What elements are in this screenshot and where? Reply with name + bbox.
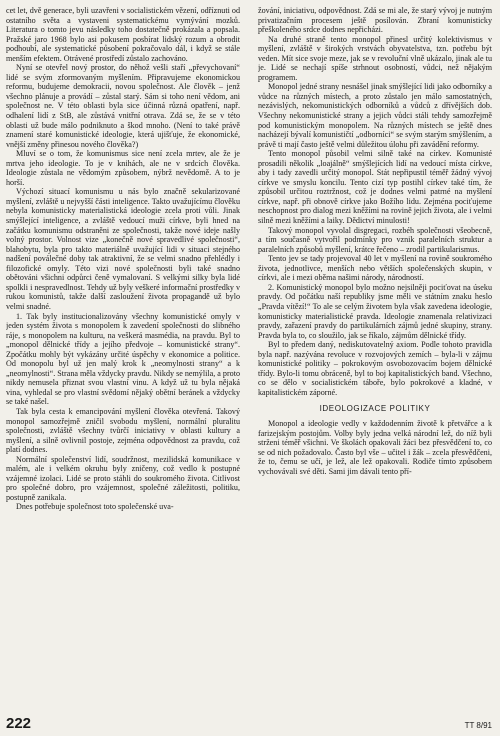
paragraph: Tento jev se tady projevoval 40 let v myšlení na rovině soukromého života, jednotlivce, menších nebo větších společenských skupin, v církvi, ale i mezi oběma našimi národy, národností. (258, 254, 492, 283)
paragraph: cet let, dvě generace, byli uzavřeni v socialistickém vězení, odříznuti od ostatního světa a vystaveni systematickému vymývání mozků. Literatura o tomto jevu následky toho dostatečně prokázala a popsala. Pražské jaro 1968 bylo asi pokusem posbírat lidský rozum a obrodit podhoubí, ale systematické působení pokračovalo dál, i když se stále menším efektem. Otrávené prostředí zůstalo zachováno. (6, 6, 240, 63)
paragraph: Normální společenství lidí, soudržnost, mezilidská komunikace v malém, ale i velkém okruhu byly zničeny, což vedlo k postupné vzájemné izolaci. Lidé se proto stáhli do soukromého života. Citlivost pro společné dobro, pro vzájemnost, společné záležitosti, politiku, postupně zanikala. (6, 454, 240, 502)
paragraph: Mluví se o tom, že komunismus sice není zcela mrtev, ale že je mrtva jeho ideologie. To je v knihách, ale ne v srdcích člověka. Ideologie zůstala ne vědomým způsobem, nýbrž nevědomě. A to je horší. (6, 149, 240, 187)
section-heading: IDEOLOGIZACE POLITIKY (319, 404, 431, 414)
page-number: 222 (6, 715, 32, 732)
paragraph: Monopol jedné strany nesnášel jinak smýšlející lidi jako odborníky a vůdce na různých místech, a proto zůstalo jen málo samostatných, nezávislých, nekomunistických odborníků a vůdců z dřívějších dob. Všechny nekomunistické strany a jejich vůdci stáli tehdy samozřejmě pod komunistickým monopolem. Na různých místech se ještě dnes nacházejí bývalí komunističtí „odborníci“ se svým starým smýšlením, a právě ti mají často ještě velmi důležitou úlohu při zavádění reformy. (258, 82, 492, 149)
paragraph: Výchozí situací komunismu u nás bylo značně sekularizované myšlení, zvláště u nejvyšší části inteligence. Takto uvažujícímu člověku nebyla komunisticky materialistická ideologie zcela proti vůli. Jinak smýšlející inteligence, a zvláště vedoucí muži církve, byli hned na začátku komunismu odstraněni ze společnosti, takže nové ideje našly volný prostor. Volnost vize „konečně nové spravedlivé společnosti“, blahobytu, byla pro takto materiálně uvažující lidi v situaci stejného nadšení poválečné doby tak atraktivní, že se velmi snadno přehlédly i filozofické omyly. Této vizi nové společnosti byli také snadno obětováni všichni odpůrci čeně vymalovaní. S velkými silky byla lidé spolkli i nespravedlnost. Tehdy už byly veškeré informační prostředky v rukou komunistů, takže další zasloužení života propagandě už bylo velmi snadné. (6, 187, 240, 311)
paragraph: 2. Komunistický monopol bylo možno nejsilněji pociťovat na úseku pravdy. Od počátku naší republiky jsme měli ve státním znaku heslo „Pravda vítězí!“ To ale se celým životem byla však zavedena ideologie, komunisticky materialistické pravda. Ideologie znamenala relativizaci pravdy, zařazení pravdy do partikulárních zájmů jedné skupiny, strany. Pravda byla to, co sloužilo, jak se říkalo, zájmům dělnické třídy. (258, 282, 492, 340)
paragraph: Na druhé straně tento monopol přinesl určitý kolektivismus v myšlení, zvláště v širokých vrstvách obyvatelstva, tzn. potřebu být veden. Mít sice svoje meze, jak se v revoluční vlně ukázalo, jinak ale tu je. Lidé se nechají spíše strhnout osobností, vůdci, než nějakým programem. (258, 34, 492, 82)
paragraph: Takový monopol vyvolal disgregaci, rozbéh společnosti všeobecně, a tím současně vytvořil podmínky pro vznik paralelních struktur a paralelních způsobů myšlení, krátce řečeno – zrodil partikularismus. (258, 225, 492, 254)
paragraph: Monopol a ideologie vedly v každodenním životě k přetvářce a k farizejským postojům. Volby byly jedna velká národní lež, do níž byli strženi téměř všichni. Ve školách opakovali žáci bez přesvědčení to, co se od nich požadovalo. Často byl vše – učitel i žák – zcela přesvědčeni, že to, čemu se učí, je lež, ale lež opakovali. Rodiče tímto způsobem vychovávali své děti. Sami jim dávali tento pří- (258, 418, 492, 476)
paragraph: Dnes potřebuje společnost toto společenské uva- (16, 502, 174, 512)
right-column (258, 6, 492, 710)
page-footer (6, 714, 492, 732)
paragraph: 1. Tak byly institucionalizovány všechny komunistické omyly v jeden systém života s monopolem k zavedení společnosti do slibného ráje, s monopolem na kulturu, na veškerá masmédia, na pravdu. Byl to „monopol dělnické třídy a jejího předvoje – komunistické strany“. Zpočátku mohly být vykázány určité úspěchy v ekonomice a politice. Od monopolu byl už jen malý krok k „neomylnosti strany“ a k „neomylnosti“. Strana měla vždycky pravdu. Nikdy se nemýlila, a proto nikdy nemusela přiznat svou vlastní vinu. A když už tu byla nějaká vina, vyhledal se pro vlastní svědomí nějaký obětní beránek a vždycky se také našel. (6, 311, 240, 407)
paragraph: Tak byla cesta k emancipování myšlení člověka otevřená. Takový monopol samozřejmě zničil svobodu myšlení, normální pluralitu společnosti, zvláště všechny tvůrčí iniciativy v oblasti kultury a myšlení, a silně ovlivnil postoje, zejména odpovědnost za pravdu, což platí dodnes. (6, 406, 240, 455)
paragraph: Nyní se otevřel nový prostor, do něhož vešli staří „převychovaní“ lidé se svým zformovaným myšlením. Připravujeme ekonomickou reformu, budujeme demokracii, novou společnost. Ale člověk – jenž všechno plánuje a provádí – zůstal starý. Sám si toho není vědom, ani společnost ne. V této oblasti byla sice účinná různá opatření, např. odhalení lidí z StB, ale zůstává vnitřní otrava. Zdá se, že se v této oblasti už bude málo podniknuto a škod mnoho. (Není to také právě znamení staré komunistické ideologie, která ujišťuje, že ekonomické, vnější změny přinesou nového člověka?) (6, 63, 240, 149)
paragraph: žování, iniciativu, odpovědnost. Zdá se mi ale, že starý vývoj je nutným privatizačním procesem ještě posílován. Zbraní komunisticky přeškoleného srdce dodnes nepřicházi. (258, 6, 492, 35)
paragraph: Byl to předem daný, nediskutovatelný axiom. Podle tohoto pravidla byla např. nazývána revoluce v rozvojových zemích – byla-li v zájmu komunistické politiky – pokrokovým osvobozovacím bojem dělnické třídy. Bylo-li tomu obráceně, byl to boj kapitalistických band. Všechno, co se dělo v socialistickém táboře, bylo pokrokové a kladné, v kapitalistickém záporné. (258, 340, 492, 397)
paragraph: Tento monopol působil velmi silně také na církev. Komunisté prosadili několik „loajálně“ smýšlejících lidí na vedoucí místa církve, aby i tady zavedli určitý monopol. Stát nepřipustil téměř žádný vývoj církve ve smyslu koncilu. Tento cizí typ postihl církev také tím, že způsobil určitou roztržnost, což je dodnes velmi patrné na myšlení církve, např. při obnově církve jako Božího lidu. Zejména pociťujeme neschopnost pro dialog mezi kněžími na rovině jejich života, ale i velmi silně mezi kněžími a laiky. Dědictví minulosti! (258, 149, 492, 226)
issue-label: TT 8/91 (464, 721, 492, 730)
left-column (6, 6, 240, 710)
